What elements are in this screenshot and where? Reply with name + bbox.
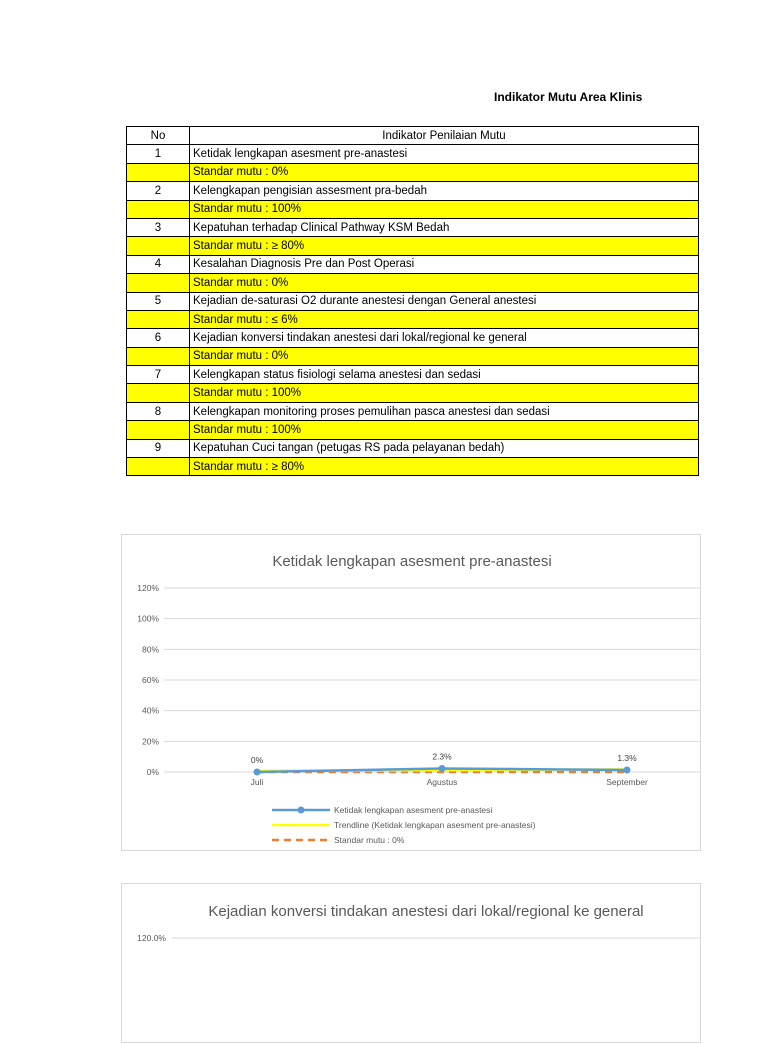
standard-row <box>127 237 699 255</box>
table-row <box>127 329 699 347</box>
data-label: 1.3% <box>617 753 637 764</box>
table-row <box>127 218 699 236</box>
indicator-name: Kepatuhan terhadap Clinical Pathway KSM Bedah <box>190 218 699 236</box>
row-number: 6 <box>127 329 190 347</box>
standard-empty-cell <box>127 458 190 476</box>
chart-pre-anastesi-svg <box>122 535 702 852</box>
standard-empty-cell <box>127 310 190 328</box>
header-no: No <box>127 127 190 145</box>
x-tick-label: Agustus <box>426 777 458 787</box>
indicator-name: Kesalahan Diagnosis Pre dan Post Operasi <box>190 255 699 273</box>
data-point <box>254 769 261 776</box>
standard-value: Standar mutu : 100% <box>190 384 699 402</box>
table-row <box>127 182 699 200</box>
data-label: 2.3% <box>432 751 452 762</box>
row-number: 1 <box>127 145 190 163</box>
standard-empty-cell <box>127 347 190 365</box>
indicator-name: Kepatuhan Cuci tangan (petugas RS pada pelayanan bedah) <box>190 439 699 457</box>
standard-row <box>127 163 699 181</box>
data-label: 0% <box>250 755 264 765</box>
standard-row <box>127 347 699 365</box>
table-row <box>127 402 699 420</box>
table-row <box>127 366 699 384</box>
standard-value: Standar mutu : ≥ 80% <box>190 237 699 255</box>
y-tick-label: 80% <box>141 644 159 655</box>
standard-row <box>127 310 699 328</box>
table-row <box>127 255 699 273</box>
row-number: 2 <box>127 182 190 200</box>
legend-label-main: Ketidak lengkapan asesment pre-anastesi <box>334 805 493 815</box>
data-point <box>624 767 631 774</box>
y-tick-label: 0% <box>146 767 159 777</box>
row-number: 3 <box>127 218 190 236</box>
standard-value: Standar mutu : 0% <box>190 347 699 365</box>
standard-empty-cell <box>127 421 190 439</box>
chart-title: Ketidak lengkapan asesment pre-anastesi <box>272 553 552 570</box>
row-number: 4 <box>127 255 190 273</box>
y-tick-label: 60% <box>141 675 159 685</box>
row-number: 9 <box>127 439 190 457</box>
y-tick-label: 100% <box>137 613 159 624</box>
standard-empty-cell <box>127 274 190 292</box>
indicator-table <box>126 126 699 476</box>
legend-marker-main <box>298 807 305 814</box>
legend-label-trend: Trendline (Ketidak lengkapan asesment pre-anastesi) <box>334 820 536 830</box>
y-tick-label: 20% <box>141 736 159 747</box>
y-tick-label: 120.0% <box>137 933 166 943</box>
legend-label-standar: Standar mutu : 0% <box>334 835 405 845</box>
document-title: Indikator Mutu Area Klinis <box>494 90 643 104</box>
data-point <box>439 765 446 772</box>
standard-row <box>127 274 699 292</box>
standard-value: Standar mutu : 100% <box>190 200 699 218</box>
table-row <box>127 292 699 310</box>
y-tick-label: 40% <box>141 705 159 716</box>
standard-empty-cell <box>127 384 190 402</box>
chart-konversi-svg <box>122 884 702 1044</box>
standard-empty-cell <box>127 163 190 181</box>
standard-row <box>127 458 699 476</box>
x-tick-label: Juli <box>250 777 264 787</box>
standard-row <box>127 200 699 218</box>
indicator-name: Ketidak lengkapan asesment pre-anastesi <box>190 145 699 163</box>
row-number: 7 <box>127 366 190 384</box>
standard-row <box>127 384 699 402</box>
indicator-name: Kelengkapan pengisian assesment pra-bedah <box>190 182 699 200</box>
indicator-name: Kelengkapan status fisiologi selama anestesi dan sedasi <box>190 366 699 384</box>
table-header-row <box>127 127 699 145</box>
indicator-name: Kelengkapan monitoring proses pemulihan pasca anestesi dan sedasi <box>190 402 699 420</box>
standard-value: Standar mutu : 0% <box>190 163 699 181</box>
standard-value: Standar mutu : ≤ 6% <box>190 310 699 328</box>
header-indicator: Indikator Penilaian Mutu <box>190 127 699 145</box>
row-number: 5 <box>127 292 190 310</box>
chart-title: Kejadian konversi tindakan anestesi dari lokal/regional ke general <box>208 903 644 920</box>
table-row <box>127 439 699 457</box>
indicator-name: Kejadian de-saturasi O2 durante anestesi dengan General anestesi <box>190 292 699 310</box>
y-tick-label: 120% <box>137 583 159 593</box>
standard-empty-cell <box>127 200 190 218</box>
standard-empty-cell <box>127 237 190 255</box>
x-tick-label: September <box>606 777 648 787</box>
row-number: 8 <box>127 402 190 420</box>
standard-row <box>127 421 699 439</box>
standard-value: Standar mutu : ≥ 80% <box>190 458 699 476</box>
chart-konversi <box>121 883 701 1043</box>
table-row <box>127 145 699 163</box>
chart-pre-anastesi <box>121 534 701 851</box>
standard-value: Standar mutu : 0% <box>190 274 699 292</box>
standard-value: Standar mutu : 100% <box>190 421 699 439</box>
indicator-name: Kejadian konversi tindakan anestesi dari lokal/regional ke general <box>190 329 699 347</box>
